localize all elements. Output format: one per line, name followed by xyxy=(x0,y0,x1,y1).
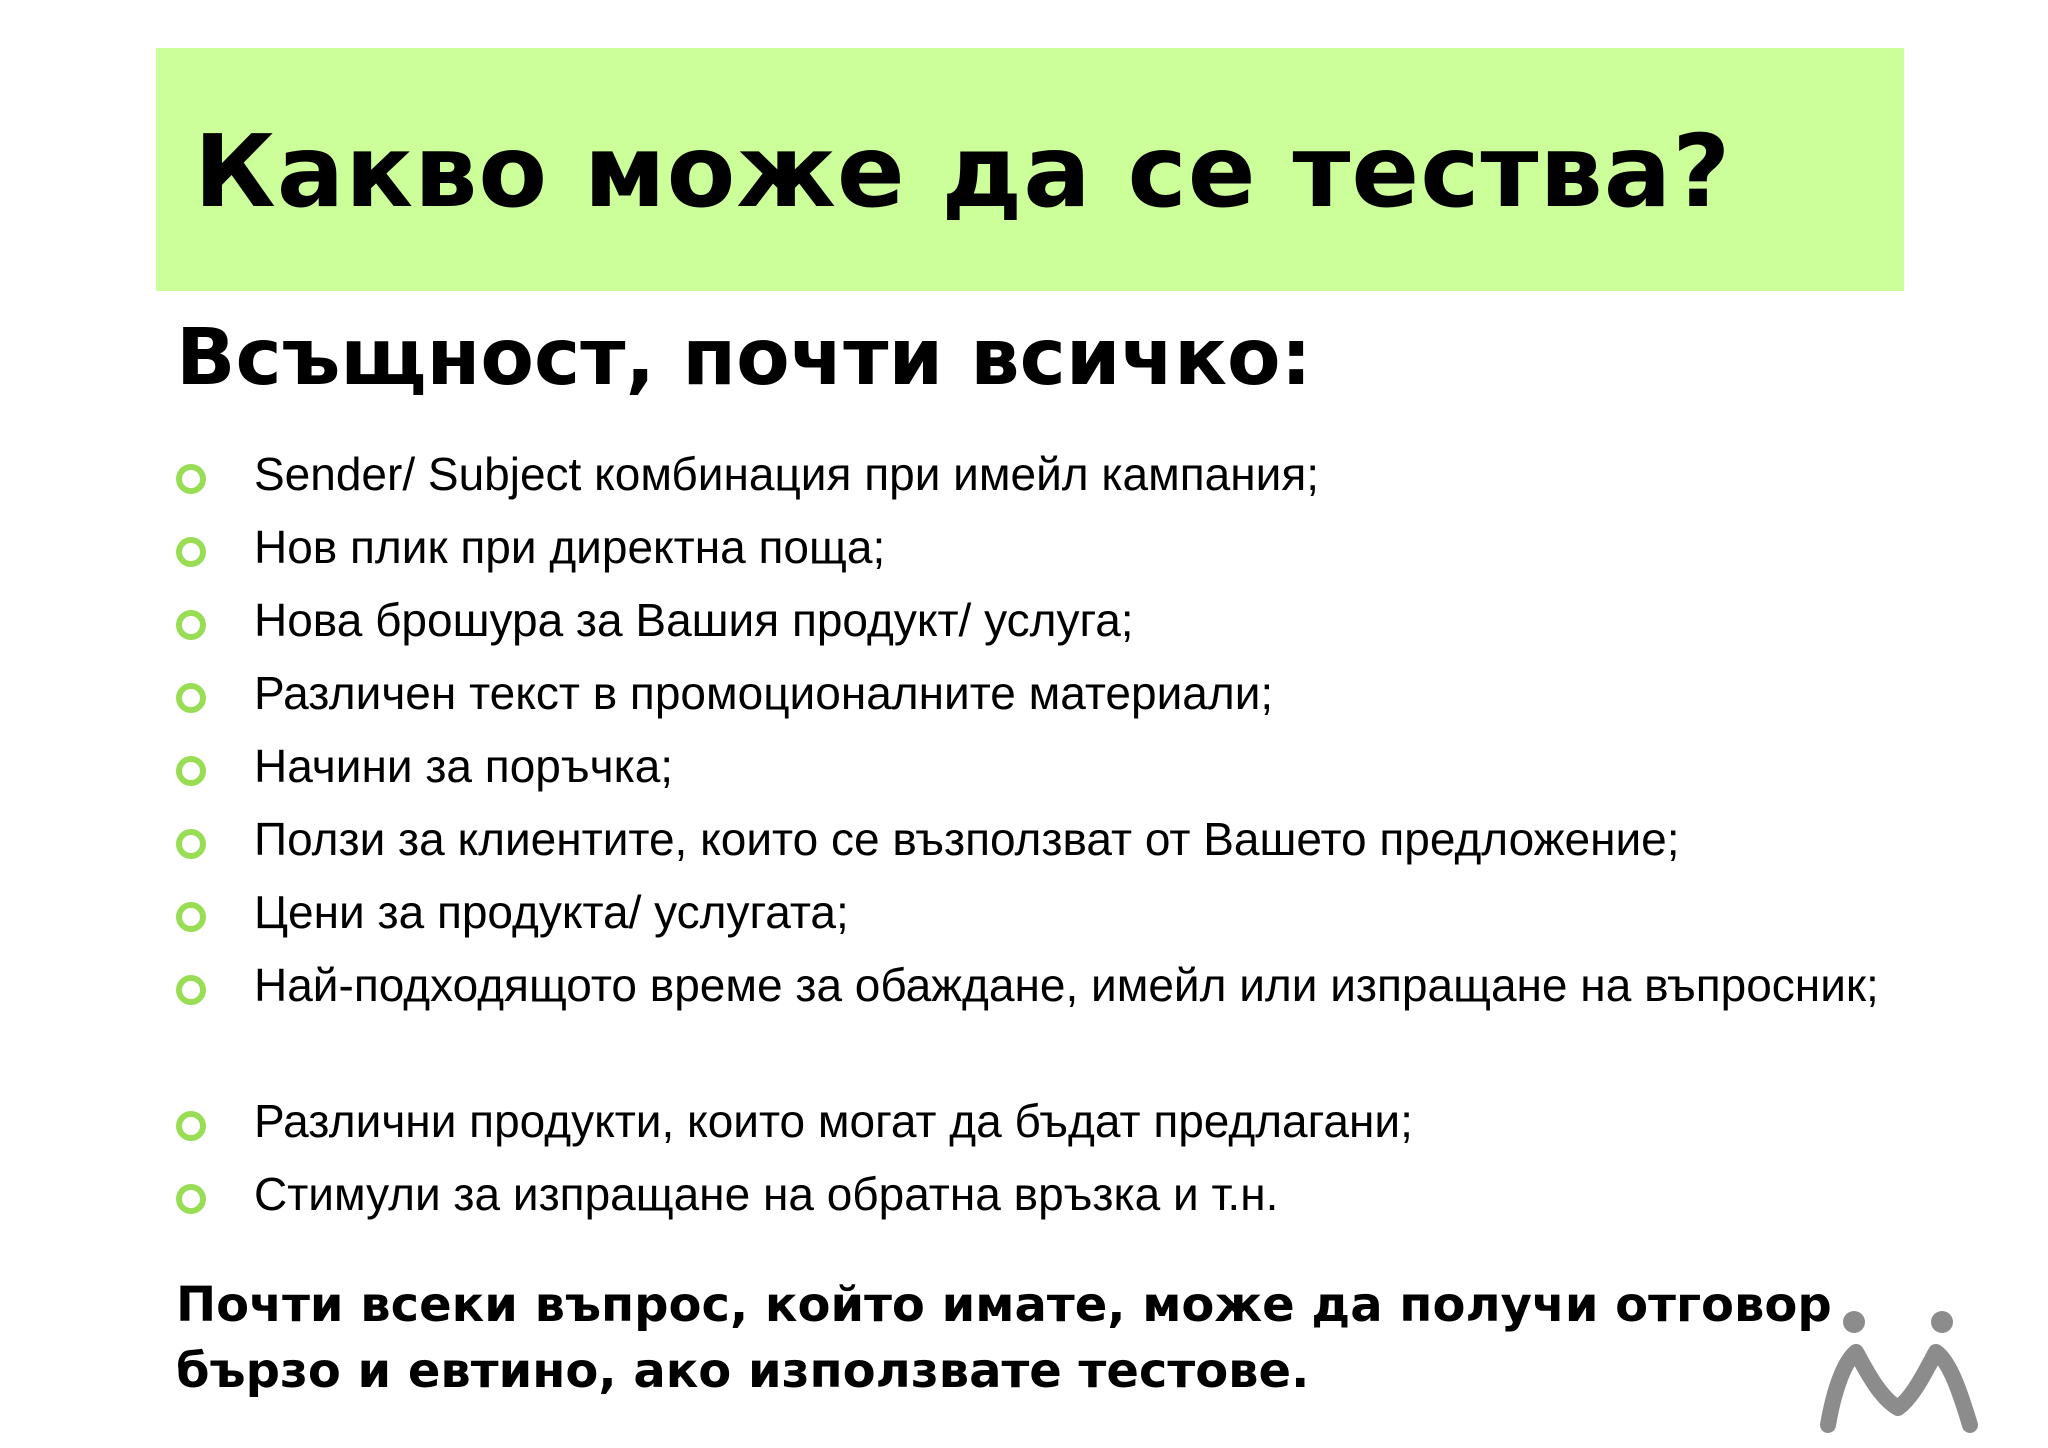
bullet-circle-icon xyxy=(176,537,206,567)
list-item-text: Най-подходящото време за обаждане, имейл или изпращане на въпросник; xyxy=(254,959,1879,1011)
list-item-text: Нова брошура за Вашия продукт/ услуга; xyxy=(254,594,1134,646)
list-item xyxy=(176,590,1886,663)
bullet-circle-icon xyxy=(176,756,206,786)
list-item-text: Цени за продукта/ услугата; xyxy=(254,886,849,938)
list-item-text: Различни продукти, които могат да бъдат предлагани; xyxy=(254,1095,1413,1147)
conclusion-text xyxy=(176,1272,1876,1404)
bullet-circle-icon xyxy=(176,902,206,932)
list-item xyxy=(176,444,1886,517)
list-item-text: Ползи за клиентите, които се възползват от Вашето предложение; xyxy=(254,813,1680,865)
list-item xyxy=(176,1164,1886,1237)
list-item xyxy=(176,955,1886,1091)
list-item xyxy=(176,809,1886,882)
bullet-circle-icon xyxy=(176,829,206,859)
list-item-text: Начини за поръчка; xyxy=(254,740,674,792)
slide-title: Какво може да се тества? xyxy=(194,113,1732,230)
conclusion-line-2: бързо и евтино, ако използвате тестове. xyxy=(176,1343,1310,1399)
bullet-circle-icon xyxy=(176,1111,206,1141)
bullet-circle-icon xyxy=(176,464,206,494)
bullet-circle-icon xyxy=(176,1184,206,1214)
bullet-list xyxy=(176,444,1886,1237)
list-item xyxy=(176,663,1886,736)
list-item-text: Стимули за изпращане на обратна връзка и т.н. xyxy=(254,1168,1279,1220)
title-band xyxy=(156,48,1904,291)
list-item-text: Нов плик при директна поща; xyxy=(254,521,886,573)
list-item xyxy=(176,736,1886,809)
list-item xyxy=(176,882,1886,955)
list-item-text: Sender/ Subject комбинация при имейл кампания; xyxy=(254,448,1320,500)
list-item-text: Различен текст в промоционалните материали; xyxy=(254,667,1274,719)
list-item xyxy=(176,517,1886,590)
bullet-circle-icon xyxy=(176,975,206,1005)
list-item xyxy=(176,1091,1886,1164)
slide-subtitle: Всъщност, почти всичко: xyxy=(176,313,1312,403)
conclusion-line-1: Почти всеки въпрос, който имате, може да получи отговор xyxy=(176,1277,1832,1333)
bullet-circle-icon xyxy=(176,610,206,640)
bullet-circle-icon xyxy=(176,683,206,713)
two-figures-logo-icon xyxy=(1808,1300,1988,1440)
